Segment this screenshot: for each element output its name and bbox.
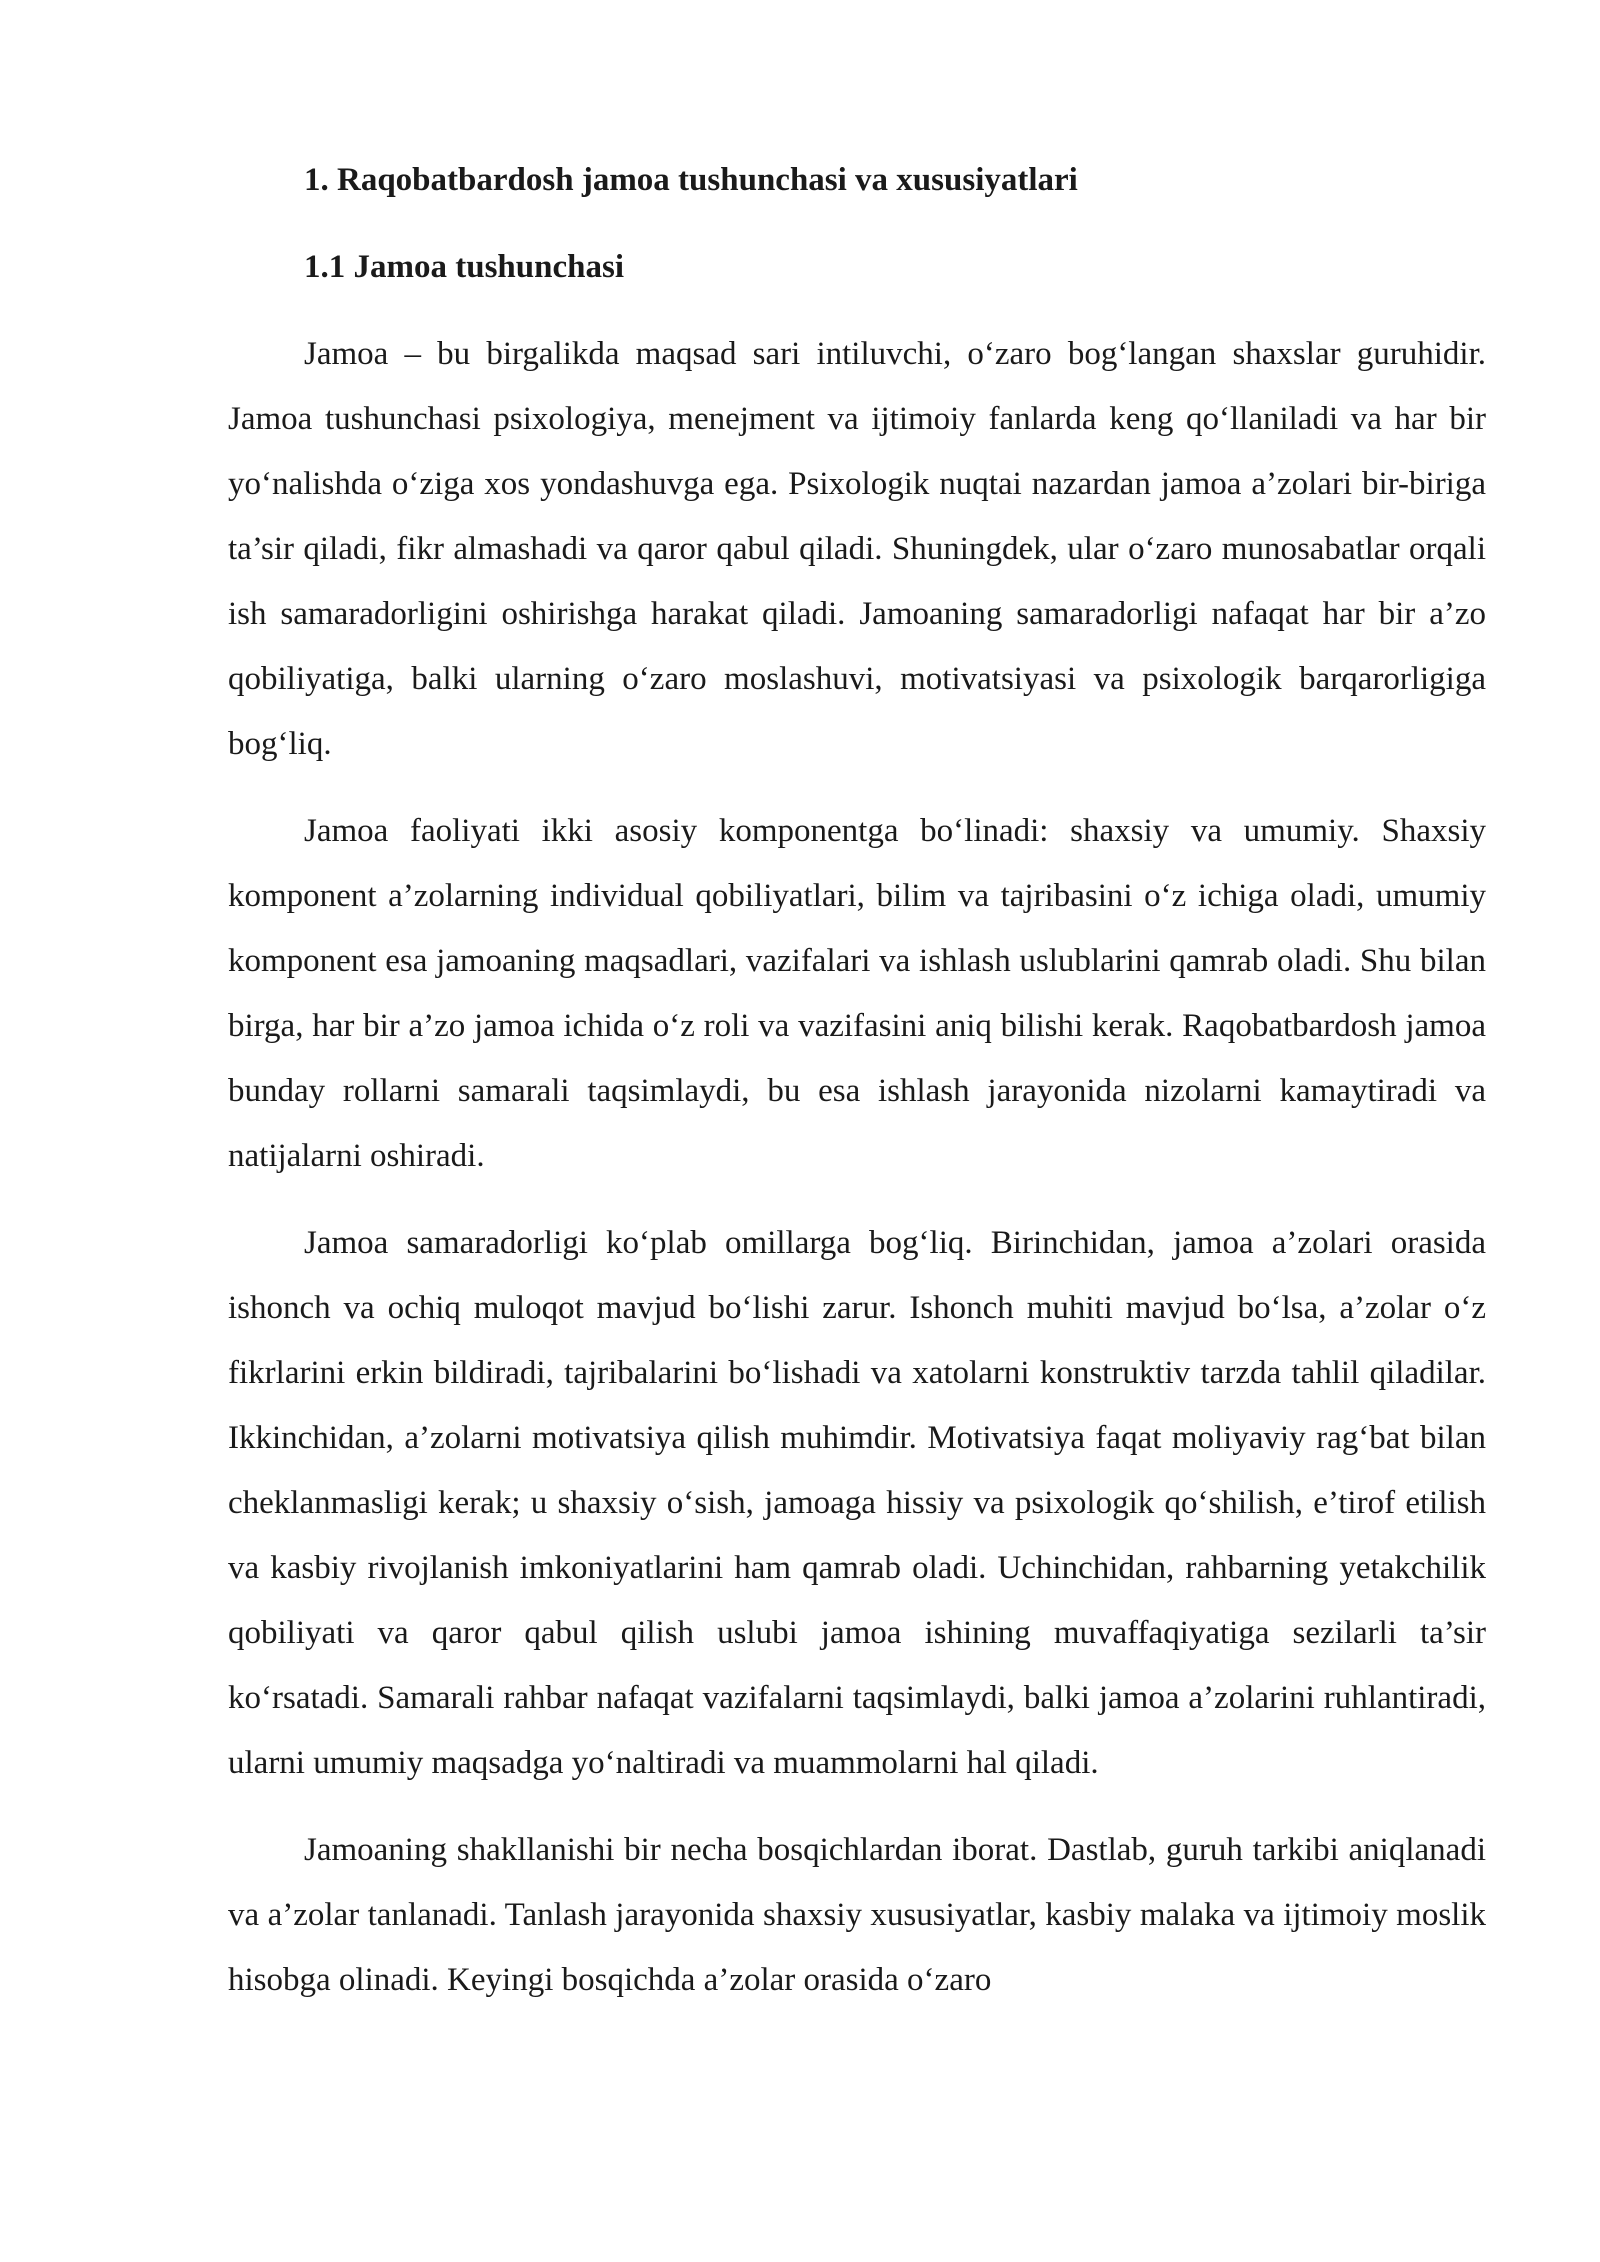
- paragraph-4: Jamoaning shakllanishi bir necha bosqichlardan iborat. Dastlab, guruh tarkibi aniqlanadi va a’zolar tanlanadi. Tanlash jarayonida shaxsiy xususiyatlar, kasbiy malaka va ijtimoiy moslik hisobga olinadi. Keyingi bosqichda a’zolar orasida o‘zaro: [228, 1832, 1486, 1998]
- paragraph-2: Jamoa faoliyati ikki asosiy komponentga bo‘linadi: shaxsiy va umumiy. Shaxsiy komponent a’zolarning individual qobiliyatlari, bilim va tajribasini o‘z ichiga oladi, umumiy komponent esa jamoaning maqsadlari, vazifalari va ishlash uslublarini qamrab oladi. Shu bilan birga, har bir a’zo jamoa ichida o‘z roli va vazifasini aniq bilishi kerak. Raqobatbardosh jamoa bunday rollarni samarali taqsimlaydi, bu esa ishlash jarayonida nizolarni kamaytiradi va natijalarni oshiradi.: [228, 813, 1486, 1174]
- subsection-heading: 1.1 Jamoa tushunchasi: [304, 249, 624, 285]
- paragraph-3: Jamoa samaradorligi ko‘plab omillarga bog‘liq. Birinchidan, jamoa a’zolari orasida ishonch va ochiq muloqot mavjud bo‘lishi zarur. Ishonch muhiti mavjud bo‘lsa, a’zolar o‘z fikrlarini erkin bildiradi, tajribalarini bo‘lishadi va xatolarni konstruktiv tarzda tahlil qiladilar. Ikkinchidan, a’zolarni motivatsiya qilish muhimdir. Motivatsiya faqat moliyaviy rag‘bat bilan cheklanmasligi kerak; u shaxsiy o‘sish, jamoaga hissiy va psixologik qo‘shilish, e’tirof etilish va kasbiy rivojlanish imkoniyatlarini ham qamrab oladi. Uchinchidan, rahbarning yetakchilik qobiliyati va qaror qabul qilish uslubi jamoa ishining muvaffaqiyatiga sezilarli ta’sir ko‘rsatadi. Samarali rahbar nafaqat vazifalarni taqsimlaydi, balki jamoa a’zolarini ruhlantiradi, ularni umumiy maqsadga yo‘naltiradi va muammolarni hal qiladi.: [228, 1225, 1486, 1781]
- paragraph-1: Jamoa – bu birgalikda maqsad sari intiluvchi, o‘zaro bog‘langan shaxslar guruhidir. Jamoa tushunchasi psixologiya, menejment va ijtimoiy fanlarda keng qo‘llaniladi va har bir yo‘nalishda o‘ziga xos yondashuvga ega. Psixologik nuqtai nazardan jamoa a’zolari bir-biriga ta’sir qiladi, fikr almashadi va qaror qabul qiladi. Shuningdek, ular o‘zaro munosabatlar orqali ish samaradorligini oshirishga harakat qiladi. Jamoaning samaradorligi nafaqat har bir a’zo qobiliyatiga, balki ularning o‘zaro moslashuvi, motivatsiyasi va psixologik barqarorligiga bog‘liq.: [228, 336, 1486, 762]
- section-heading: 1. Raqobatbardosh jamoa tushunchasi va xususiyatlari: [304, 162, 1078, 198]
- document-body: [228, 148, 1486, 2035]
